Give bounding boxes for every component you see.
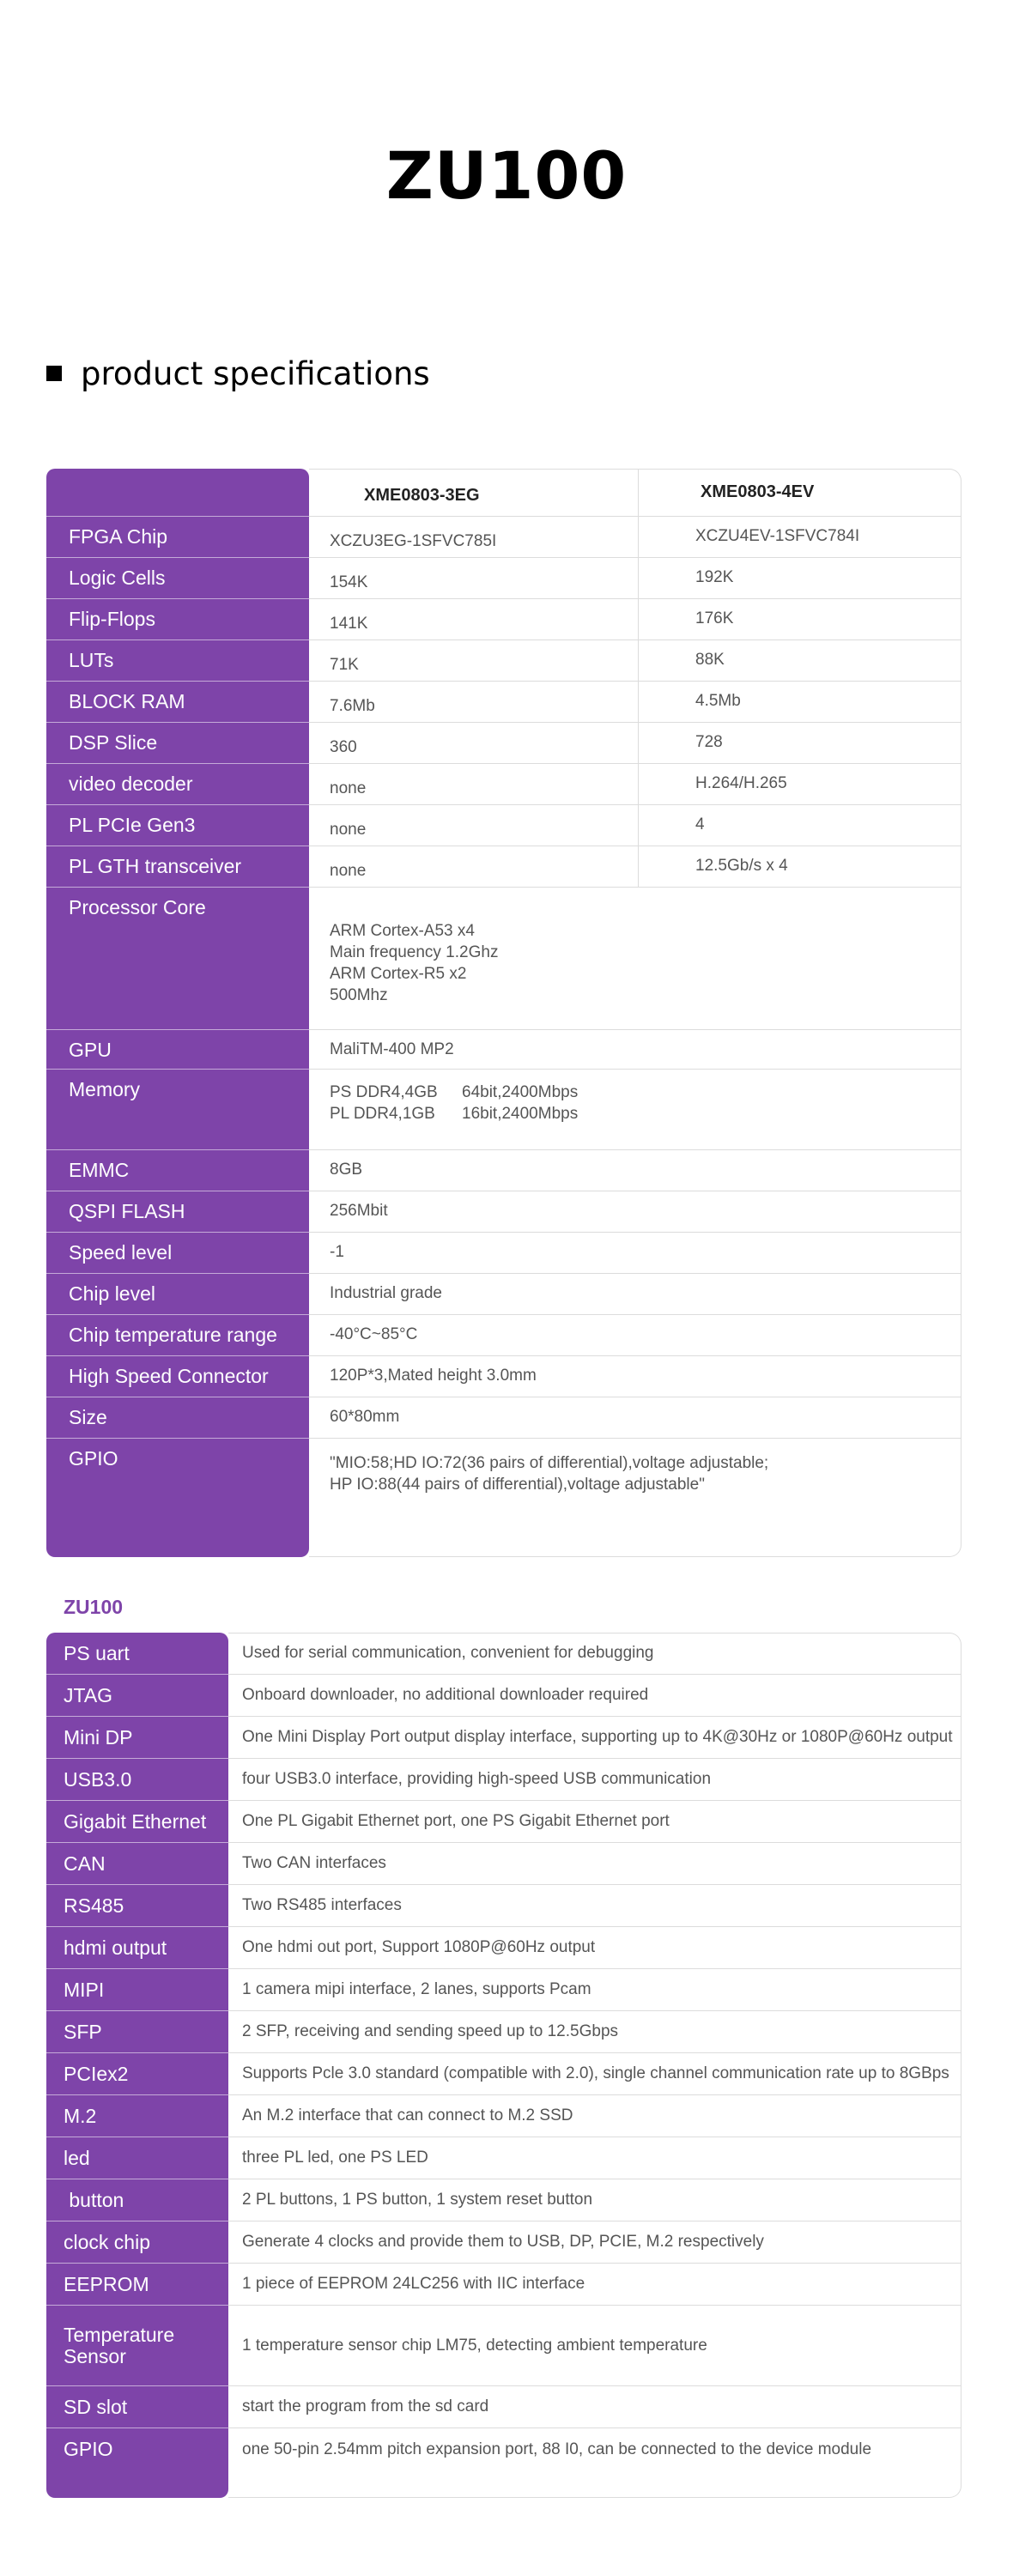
spec-value-2: 728: [639, 723, 961, 764]
memory-type: PS DDR4,4GB: [330, 1083, 438, 1101]
interface-row: [46, 1675, 961, 1717]
memory-spec: 64bit,2400Mbps: [462, 1083, 579, 1101]
spec-row: [46, 1397, 961, 1439]
interface-label: GPIO: [64, 2438, 113, 2460]
spec-value: Industrial grade: [309, 1274, 961, 1315]
spec-label: BLOCK RAM: [46, 682, 309, 723]
interface-row: [46, 2428, 961, 2498]
spec-value-gpu: MaliTM-400 MP2: [309, 1030, 961, 1070]
spec-value-processor: ARM Cortex-A53 x4 Main frequency 1.2Ghz ARM Cortex-R5 x2 500Mhz: [309, 888, 961, 1030]
spec-row: [46, 805, 961, 846]
interface-label: PS uart: [46, 1633, 228, 1675]
spec-value-1: none: [309, 764, 639, 805]
interface-desc: One Mini Display Port output display interface, supporting up to 4K@30Hz or 1080P@60Hz output: [228, 1717, 961, 1759]
spec-row: [46, 723, 961, 764]
spec-label: Memory: [46, 1070, 309, 1150]
interface-label: SD slot: [46, 2386, 228, 2428]
spec-value-2: 192K: [639, 558, 961, 599]
spec-value-1: XCZU3EG-1SFVC785I: [309, 517, 639, 558]
interface-desc: Used for serial communication, convenient for debugging: [228, 1633, 961, 1675]
spec-value: -40°C~85°C: [309, 1315, 961, 1356]
spec-row: [46, 1356, 961, 1397]
spec-label: Chip temperature range: [46, 1315, 309, 1356]
interface-label: Mini DP: [46, 1717, 228, 1759]
spec-row-memory: [46, 1070, 961, 1150]
interface-desc: 1 camera mipi interface, 2 lanes, supports Pcam: [228, 1969, 961, 2011]
interface-row: [46, 2053, 961, 2095]
spec-label: DSP Slice: [46, 723, 309, 764]
spec-table: [46, 469, 961, 1557]
interface-row: [46, 2011, 961, 2053]
interface-label: button: [46, 2179, 228, 2221]
spec-value-1: none: [309, 805, 639, 846]
interface-row: [46, 2306, 961, 2386]
spec-value-gpio: "MIO:58;HD IO:72(36 pairs of differential),voltage adjustable; HP IO:88(44 pairs of differential),voltage adjustable": [330, 1454, 769, 1494]
spec-row: [46, 1191, 961, 1233]
interface-row: [46, 1759, 961, 1801]
spec-label: Logic Cells: [46, 558, 309, 599]
spec-row: [46, 517, 961, 558]
interface-desc: 2 SFP, receiving and sending speed up to 12.5Gbps: [228, 2011, 961, 2053]
spec-row-gpio: [46, 1439, 961, 1557]
spec-value: 256Mbit: [309, 1191, 961, 1233]
interface-row: [46, 1927, 961, 1969]
spec-row: [46, 1274, 961, 1315]
spec-label: PL GTH transceiver: [46, 846, 309, 888]
spec-label: FPGA Chip: [46, 517, 309, 558]
interface-label: led: [46, 2137, 228, 2179]
spec-label: High Speed Connector: [46, 1356, 309, 1397]
spec-value-1: 71K: [309, 640, 639, 682]
spec-value-2: 4: [639, 805, 961, 846]
interface-label: Temperature Sensor: [46, 2306, 228, 2386]
interface-desc: four USB3.0 interface, providing high-speed USB communication: [228, 1759, 961, 1801]
interface-desc: 2 PL buttons, 1 PS button, 1 system reset button: [228, 2179, 961, 2221]
interface-row: [46, 1633, 961, 1675]
spec-label: QSPI FLASH: [46, 1191, 309, 1233]
interface-row: [46, 2137, 961, 2179]
interface-label: clock chip: [46, 2221, 228, 2264]
spec-value-memory: [309, 1070, 961, 1150]
interface-row: [46, 2179, 961, 2221]
interface-row: [46, 2386, 961, 2428]
memory-type: PL DDR4,1GB: [330, 1105, 435, 1123]
section-heading: [46, 352, 430, 395]
interface-row: [46, 1843, 961, 1885]
spec-row: [46, 1233, 961, 1274]
spec-label: PL PCIe Gen3: [46, 805, 309, 846]
interface-desc: Two CAN interfaces: [228, 1843, 961, 1885]
interface-desc: 1 piece of EEPROM 24LC256 with IIC interface: [228, 2264, 961, 2306]
interface-desc: Generate 4 clocks and provide them to USB, DP, PCIE, M.2 respectively: [228, 2221, 961, 2264]
spec-value: 120P*3,Mated height 3.0mm: [309, 1356, 961, 1397]
interface-row: [46, 1801, 961, 1843]
spec-value-2: 88K: [639, 640, 961, 682]
spec-value: -1: [309, 1233, 961, 1274]
spec-value-2: 176K: [639, 599, 961, 640]
interface-row: [46, 1969, 961, 2011]
interface-label: hdmi output: [46, 1927, 228, 1969]
interface-row: [46, 2221, 961, 2264]
spec-value-2: H.264/H.265: [639, 764, 961, 805]
interface-desc: 1 temperature sensor chip LM75, detecting ambient temperature: [228, 2306, 961, 2386]
spec-value: 60*80mm: [309, 1397, 961, 1439]
interface-label: CAN: [46, 1843, 228, 1885]
interface-label: MIPI: [46, 1969, 228, 2011]
interface-label: PCIex2: [46, 2053, 228, 2095]
page-title: ZU100: [385, 137, 628, 214]
spec-label: Flip-Flops: [46, 599, 309, 640]
interface-label: JTAG: [46, 1675, 228, 1717]
spec-label: video decoder: [46, 764, 309, 805]
spec-label: Size: [46, 1397, 309, 1439]
spec-label: GPIO: [69, 1447, 118, 1470]
interfaces-title: ZU100: [64, 1596, 124, 1618]
spec-label: Processor Core: [46, 888, 309, 1030]
spec-header-row: [46, 469, 961, 517]
interface-desc: Onboard downloader, no additional downloader required: [228, 1675, 961, 1717]
memory-line: [330, 1103, 961, 1124]
spec-row: [46, 558, 961, 599]
spec-label: GPU: [46, 1030, 309, 1070]
spec-value-1: 360: [309, 723, 639, 764]
spec-row: [46, 764, 961, 805]
spec-value-1: 7.6Mb: [309, 682, 639, 723]
interface-desc: Two RS485 interfaces: [228, 1885, 961, 1927]
interface-desc: One hdmi out port, Support 1080P@60Hz output: [228, 1927, 961, 1969]
spec-header-model-2: XME0803-4EV: [639, 469, 961, 517]
spec-row: [46, 1150, 961, 1191]
interface-label: RS485: [46, 1885, 228, 1927]
spec-row: [46, 1315, 961, 1356]
interface-desc: start the program from the sd card: [228, 2386, 961, 2428]
spec-label: LUTs: [46, 640, 309, 682]
spec-row: [46, 846, 961, 888]
spec-row-gpu: [46, 1030, 961, 1070]
spec-label: Speed level: [46, 1233, 309, 1274]
spec-row-processor: [46, 888, 961, 1030]
interface-row: [46, 2264, 961, 2306]
interface-label: M.2: [46, 2095, 228, 2137]
spec-row: [46, 682, 961, 723]
spec-value-2: 4.5Mb: [639, 682, 961, 723]
interface-desc: Supports Pcle 3.0 standard (compatible with 2.0), single channel communication rate up to 8GBps: [228, 2053, 961, 2095]
interface-label: USB3.0: [46, 1759, 228, 1801]
interface-desc: one 50-pin 2.54mm pitch expansion port, 88 I0, can be connected to the device module: [242, 2440, 872, 2458]
spec-row: [46, 640, 961, 682]
interface-row: [46, 2095, 961, 2137]
memory-line: [330, 1082, 961, 1103]
interface-label: Gigabit Ethernet: [46, 1801, 228, 1843]
spec-value: 8GB: [309, 1150, 961, 1191]
spec-value-1: 141K: [309, 599, 639, 640]
square-bullet-icon: [46, 366, 62, 381]
spec-value-1: 154K: [309, 558, 639, 599]
interface-row: [46, 1885, 961, 1927]
spec-value-1: none: [309, 846, 639, 888]
interface-desc: three PL led, one PS LED: [228, 2137, 961, 2179]
spec-value-2: 12.5Gb/s x 4: [639, 846, 961, 888]
spec-row: [46, 599, 961, 640]
spec-header-blank: [46, 469, 309, 517]
spec-header-model-1: XME0803-3EG: [309, 469, 639, 517]
interface-row: [46, 1717, 961, 1759]
interface-desc: An M.2 interface that can connect to M.2 SSD: [228, 2095, 961, 2137]
memory-spec: 16bit,2400Mbps: [462, 1105, 579, 1123]
interface-label: EEPROM: [46, 2264, 228, 2306]
interface-label: SFP: [46, 2011, 228, 2053]
spec-label: Chip level: [46, 1274, 309, 1315]
spec-value-2: XCZU4EV-1SFVC784I: [639, 517, 961, 558]
interfaces-table: [46, 1633, 961, 2498]
section-title: product specifications: [81, 355, 430, 392]
interface-desc: One PL Gigabit Ethernet port, one PS Gigabit Ethernet port: [228, 1801, 961, 1843]
spec-label: EMMC: [46, 1150, 309, 1191]
